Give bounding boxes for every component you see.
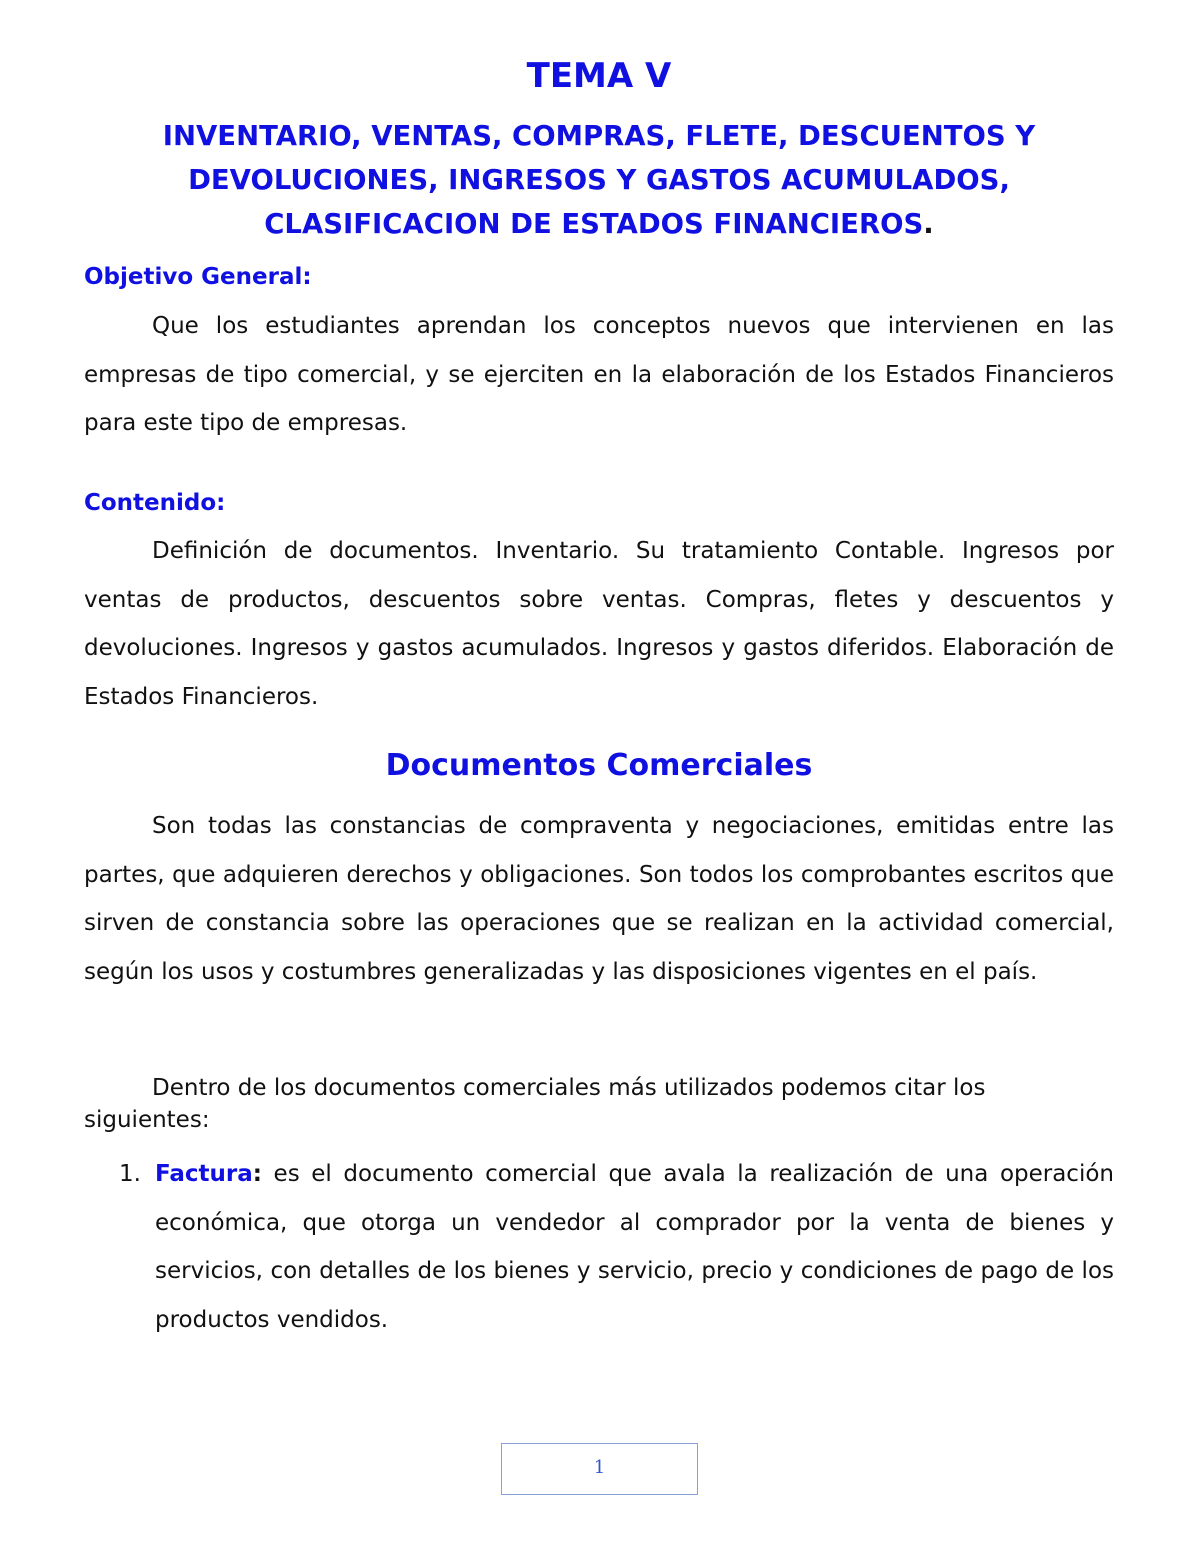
subtitle-line-3: CLASIFICACION DE ESTADOS FINANCIEROS <box>264 208 924 240</box>
objetivo-text: Que los estudiantes aprendan los conceptos nuevos que intervienen en las empresas de tipo comercial, y se ejerciten en la elaboración de los Estados Financieros para este tipo de empresas. <box>84 313 1114 436</box>
list-item-number: 1. <box>119 1161 141 1187</box>
contenido-text: Definición de documentos. Inventario. Su tratamiento Contable. Ingresos por ventas de productos, descuentos sobre ventas. Compras, fletes y descuentos y devoluciones. Ingresos y gastos acumulados. Ingresos y gastos diferidos. Elaboración de Estados Financieros. <box>84 538 1114 710</box>
documentos-comerciales-heading: Documentos Comerciales <box>385 748 813 783</box>
list-item-term: Factura <box>155 1161 253 1187</box>
list-item-factura <box>119 1150 1114 1344</box>
document-title: TEMA V <box>526 56 672 96</box>
subtitle-line-2: DEVOLUCIONES, INGRESOS Y GASTOS ACUMULADOS, <box>188 164 1010 196</box>
page-number-box <box>501 1443 698 1495</box>
list-item-text: es el documento comercial que avala la realización de una operación económica, que otorga un vendedor al comprador por la venta de bienes y servicios, con detalles de los bienes y servicio, precio y condiciones de pago de los productos vendidos. <box>155 1161 1114 1333</box>
documentos-paragraph-2: Dentro de los documentos comerciales más utilizados podemos citar los siguientes: <box>84 1075 986 1133</box>
contenido-heading: Contenido: <box>84 490 226 516</box>
subtitle-line-1: INVENTARIO, VENTAS, COMPRAS, FLETE, DESCUENTOS Y <box>162 120 1036 152</box>
objetivo-heading: Objetivo General: <box>84 264 312 290</box>
list-item-colon: : <box>252 1161 262 1187</box>
documentos-paragraph-1: Son todas las constancias de compraventa y negociaciones, emitidas entre las partes, que adquieren derechos y obligaciones. Son todos los comprobantes escritos que sirven de constancia sobre las operaciones que se realizan en la actividad comercial, según los usos y costumbres generalizadas y las disposiciones vigentes en el país. <box>84 813 1114 985</box>
subtitle-period: . <box>923 208 934 240</box>
document-subtitle <box>84 114 1114 246</box>
page-number: 1 <box>593 1457 606 1478</box>
